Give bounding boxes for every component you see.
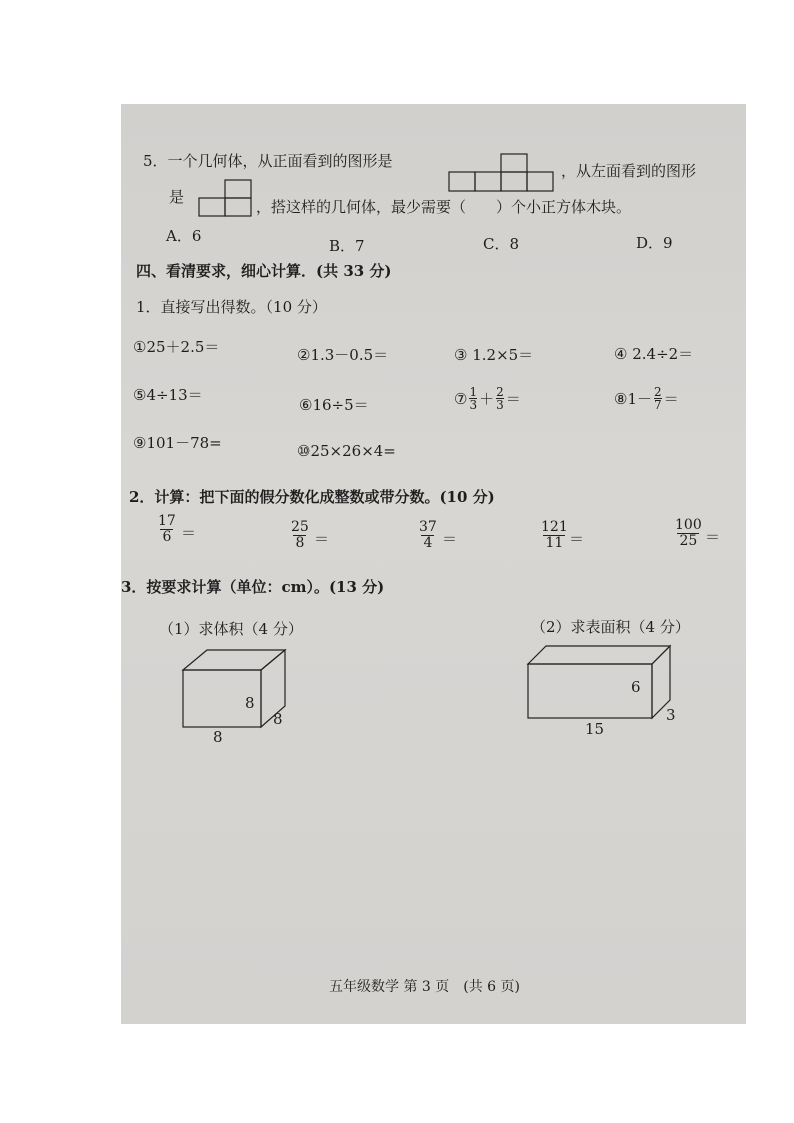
cuboid-length-label: 15 [585, 720, 605, 738]
calc-item-10: ⑩25×26×4= [297, 442, 396, 460]
equals-2: ＝ [314, 530, 330, 548]
part3-title: 3．按要求计算（单位：cm）。(13 分) [121, 578, 385, 596]
calc-item-3: ③ 1.2×5＝ [454, 346, 534, 364]
equals-1: ＝ [181, 524, 197, 542]
calc-item-9: ⑨101－78= [133, 434, 222, 452]
improper-fraction-2: $\frac{25}{8}$ [291, 519, 309, 551]
calc-item-7: ⑦ 1 3 ＋ 2 3 ＝ [454, 385, 521, 412]
equals-5: ＝ [705, 528, 721, 546]
left-view-figure [199, 180, 251, 216]
part2-title: 2．计算：把下面的假分数化成整数或带分数。(10 分) [129, 488, 495, 506]
part3-sub2: （2）求表面积（4 分） [531, 618, 690, 636]
improper-fraction-1: $\frac{17}{6}$ [158, 513, 176, 545]
cube-height-label: 8 [245, 694, 255, 712]
fraction-two-sevenths: 2 7 [654, 385, 662, 412]
fraction-two-thirds: 2 3 [496, 385, 504, 412]
q5-option-d: D．9 [636, 234, 673, 252]
improper-fraction-5: $\frac{100}{25}$ [675, 517, 702, 549]
q5-stem-1: 5．一个几何体，从正面看到的图形是 [143, 152, 393, 170]
q5-option-c: C．8 [483, 235, 520, 253]
cuboid-height-label: 6 [631, 678, 641, 696]
part1-title: 1．直接写出得数。（10 分） [136, 298, 327, 316]
calc-item-8: ⑧1－ 2 7 ＝ [614, 385, 679, 412]
fraction-one-third: 1 3 [469, 385, 478, 412]
calc-item-2: ②1.3－0.5＝ [297, 346, 389, 364]
q5-option-a: A．6 [166, 227, 202, 245]
page-footer: 五年级数学 第 3 页 (共 6 页) [329, 979, 520, 995]
front-view-figure [449, 154, 555, 192]
calc-item-6: ⑥16÷5＝ [299, 396, 369, 414]
improper-fraction-3: $\frac{37}{4}$ [419, 519, 437, 551]
cuboid-depth-label: 3 [666, 706, 676, 724]
cube-depth-label: 8 [273, 710, 283, 728]
cube-length-label: 8 [213, 728, 223, 746]
equals-3: ＝ [442, 530, 458, 548]
equals-4: ＝ [569, 530, 585, 548]
q5-stem-4: ，搭这样的几何体，最少需要（ ）个小正方体木块。 [256, 198, 632, 216]
exam-page [121, 104, 746, 1024]
cuboid-figure [526, 644, 676, 720]
q5-stem-3: 是 [169, 188, 185, 206]
part3-sub1: （1）求体积（4 分） [159, 620, 303, 638]
section4-title: 四、看清要求，细心计算．(共 33 分) [136, 262, 392, 280]
calc-item-4: ④ 2.4÷2＝ [614, 345, 694, 363]
calc-item-5: ⑤4÷13＝ [133, 386, 203, 404]
q5-stem-2: ，从左面看到的图形 [561, 162, 697, 180]
cube-figure [181, 648, 305, 728]
improper-fraction-4: $\frac{121}{11}$ [541, 519, 568, 551]
q5-option-b: B．7 [329, 237, 365, 255]
calc-item-1: ①25＋2.5＝ [133, 338, 220, 356]
